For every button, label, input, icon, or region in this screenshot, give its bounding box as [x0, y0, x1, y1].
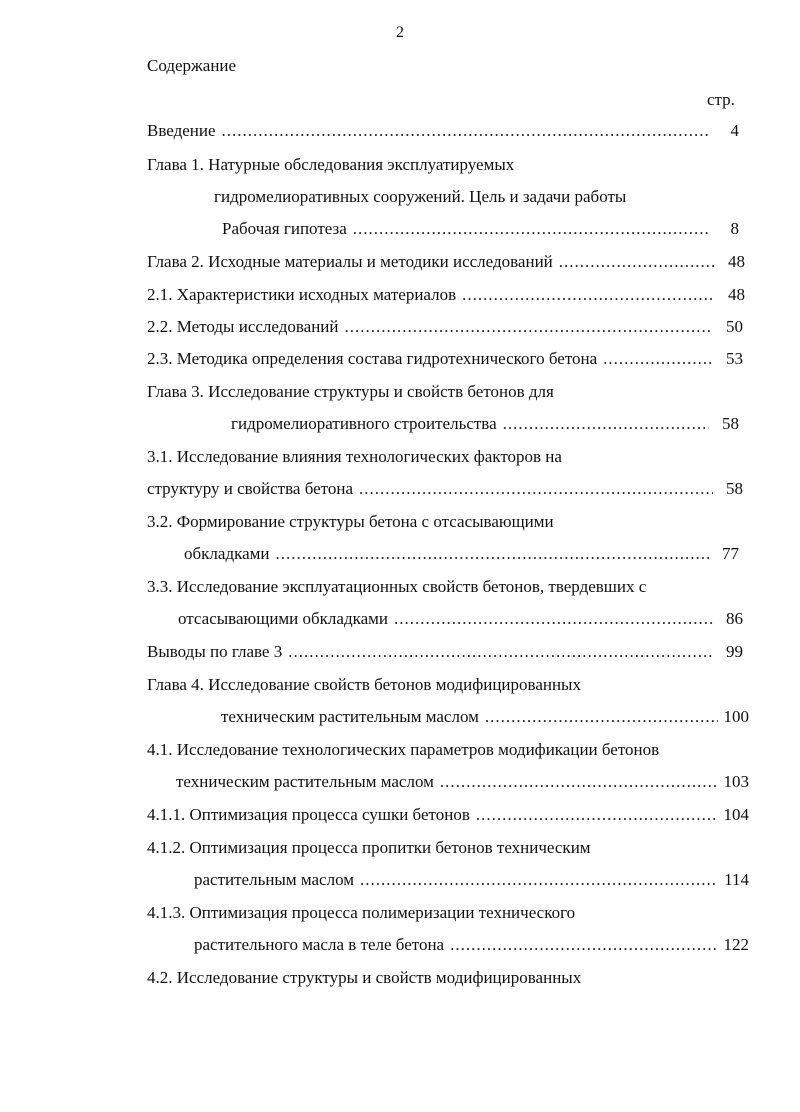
leader-dots — [603, 348, 713, 370]
toc-entry-3-3-line1: 3.3. Исследование эксплуатационных свойств бетонов, твердевших с — [147, 577, 647, 596]
toc-entry-text: Выводы по главе 3 — [147, 642, 283, 661]
toc-entry-page: 53 — [726, 349, 743, 368]
leader-dots — [345, 316, 713, 338]
leader-dots — [276, 543, 710, 565]
page-number: 2 — [396, 24, 404, 41]
toc-entry-ch3-line1: Глава 3. Исследование структуры и свойств бетонов для — [147, 382, 554, 401]
leader-dots — [450, 934, 717, 956]
toc-entry-page: 86 — [726, 609, 743, 628]
toc-entry-page: 50 — [726, 317, 743, 336]
toc-entry-page: 48 — [728, 285, 745, 304]
toc-entry-text: Введение — [147, 121, 216, 140]
leader-dots — [288, 641, 713, 663]
toc-entry-ch2 — [147, 251, 745, 273]
toc-entry-text: Глава 2. Исходные материалы и методики исследований — [147, 252, 553, 271]
toc-entry-page: 8 — [730, 219, 739, 238]
toc-entry-4-2-line1: 4.2. Исследование структуры и свойств модифицированных — [147, 968, 582, 987]
toc-entry-ch1-line2: гидромелиоративных сооружений. Цель и задачи работы — [214, 187, 627, 206]
toc-entry-2-1 — [147, 284, 745, 306]
toc-entry-text: структуру и свойства бетона — [147, 479, 354, 498]
page-column-label: стр. — [707, 90, 735, 109]
toc-entry-4-1-3 — [194, 934, 749, 956]
toc-entry-4-1-1 — [147, 804, 749, 826]
toc-entry-text: 2.2. Методы исследований — [147, 317, 339, 336]
leader-dots — [440, 771, 718, 793]
toc-entry-text: техническим растительным маслом — [221, 707, 479, 726]
toc-entry-text: техническим растительным маслом — [176, 772, 434, 791]
toc-entry-conclusions-3 — [147, 641, 743, 663]
toc-entry-text: 4.1.1. Оптимизация процесса сушки бетонов — [147, 805, 470, 824]
leader-dots — [353, 218, 709, 240]
toc-entry-2-2 — [147, 316, 743, 338]
leader-dots — [485, 706, 718, 728]
toc-entry-page: 104 — [723, 805, 749, 824]
toc-entry-ch4 — [221, 706, 749, 728]
toc-entry-4-1-2-line1: 4.1.2. Оптимизация процесса пропитки бетонов техническим — [147, 838, 591, 857]
toc-entry-text: растительным маслом — [194, 870, 355, 889]
toc-entry-3-2-line1: 3.2. Формирование структуры бетона с отсасывающими — [147, 512, 554, 531]
toc-entry-page: 77 — [722, 544, 739, 563]
toc-entry-4-1-3-line1: 4.1.3. Оптимизация процесса полимеризации технического — [147, 903, 576, 922]
leader-dots — [462, 284, 715, 306]
toc-entry-page: 103 — [723, 772, 749, 791]
leader-dots — [476, 804, 718, 826]
toc-entry-page: 58 — [726, 479, 743, 498]
toc-entry-ch4-line1: Глава 4. Исследование свойств бетонов модифицированных — [147, 675, 581, 694]
toc-entry-text: гидромелиоративного строительства — [231, 414, 497, 433]
toc-entry-ch1 — [222, 218, 739, 240]
toc-entry-text: 2.3. Методика определения состава гидротехнического бетона — [147, 349, 598, 368]
toc-entry-page: 100 — [723, 707, 749, 726]
toc-entry-4-1-2 — [194, 869, 749, 891]
toc-entry-ch1-line1: Глава 1. Натурные обследования эксплуатируемых — [147, 155, 515, 174]
toc-entry-ch3 — [231, 413, 739, 435]
toc-entry-page: 99 — [726, 642, 743, 661]
toc-entry-3-1-line1: 3.1. Исследование влияния технологических факторов на — [147, 447, 562, 466]
toc-entry-page: 48 — [728, 252, 745, 271]
leader-dots — [503, 413, 709, 435]
leader-dots — [559, 251, 715, 273]
toc-entry-page: 122 — [723, 935, 749, 954]
toc-entry-text: растительного масла в теле бетона — [194, 935, 445, 954]
leader-dots — [360, 869, 718, 891]
toc-entry-4-1-line1: 4.1. Исследование технологических параметров модификации бетонов — [147, 740, 660, 759]
toc-entry-3-2 — [184, 543, 739, 565]
toc-entry-page: 58 — [722, 414, 739, 433]
leader-dots — [222, 120, 709, 142]
toc-entry-text: Рабочая гипотеза — [222, 219, 347, 238]
toc-entry-text: отсасывающими обкладками — [178, 609, 389, 628]
leader-dots — [359, 478, 713, 500]
toc-entry-2-3 — [147, 348, 743, 370]
toc-entry-3-3 — [178, 608, 743, 630]
toc-entry-text: обкладками — [184, 544, 270, 563]
toc-entry-4-1 — [176, 771, 749, 793]
toc-entry-intro — [147, 120, 739, 142]
toc-entry-3-1 — [147, 478, 743, 500]
toc-heading: Содержание — [147, 56, 237, 75]
toc-entry-text: 2.1. Характеристики исходных материалов — [147, 285, 457, 304]
toc-entry-page: 114 — [724, 870, 749, 889]
toc-entry-page: 4 — [730, 121, 739, 140]
leader-dots — [394, 608, 713, 630]
